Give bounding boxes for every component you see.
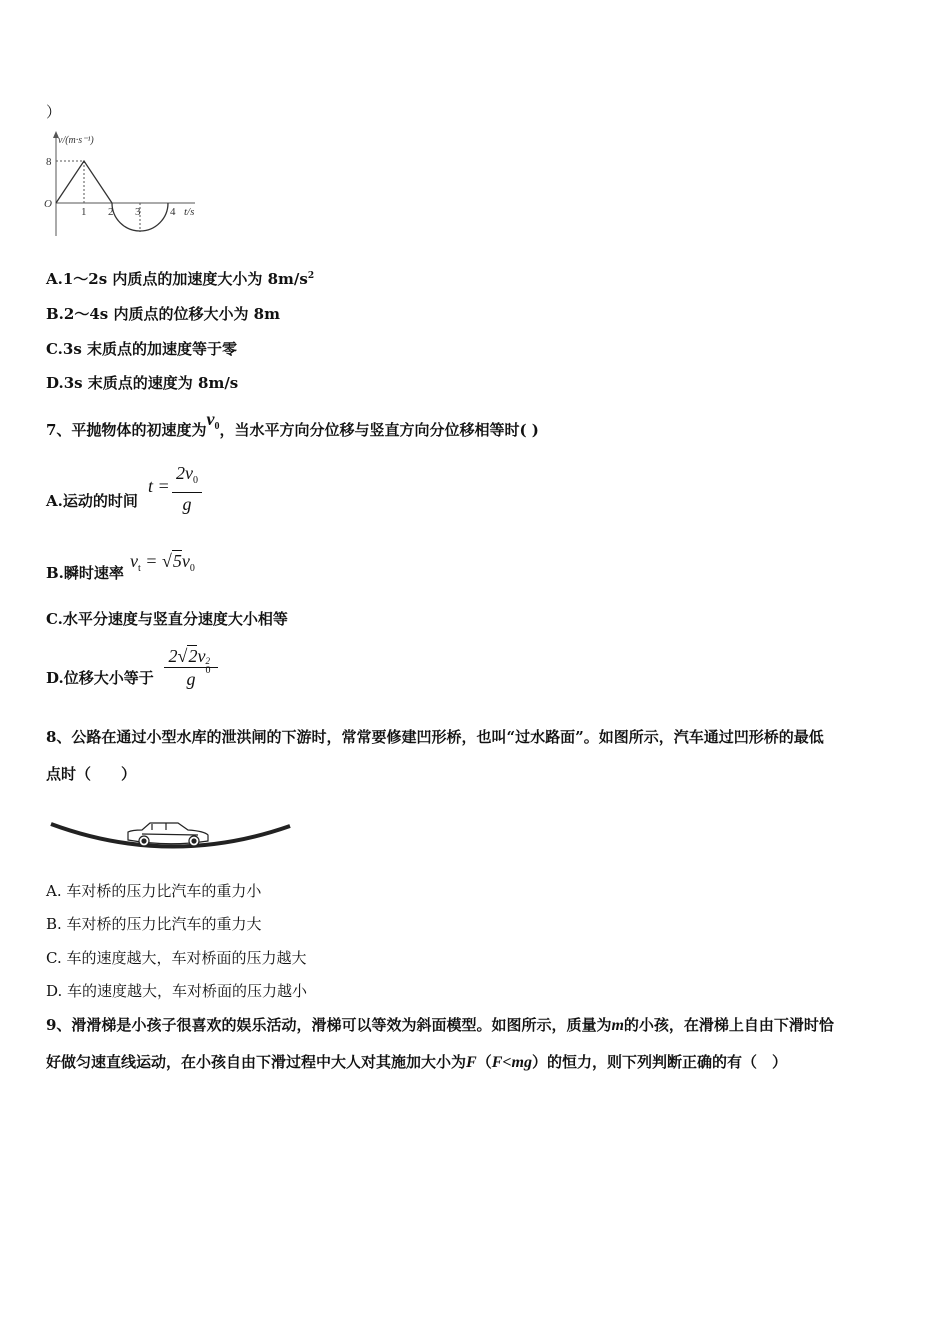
y-tick-8: 8 <box>46 156 52 168</box>
car-icon <box>128 823 208 846</box>
concave-bridge-car-figure <box>48 816 294 856</box>
q8-option-c: C. 车的速度越大，车对桥面的压力越大 <box>46 949 307 967</box>
q9-stem-line2: 好做匀速直线运动，在小孩自由下滑过程中大人对其施加大小为F（F<mg）的恒力，则下列判断正确的有（ ） <box>46 1053 787 1071</box>
velocity-time-graph <box>40 128 210 240</box>
q6-option-a: A.1～2s 内质点的加速度大小为 $8m/s^2$ <box>46 270 315 288</box>
x-tick-2: 2 <box>108 206 114 218</box>
origin-label: O <box>44 198 52 210</box>
q8-stem-line1: 8、公路在通过小型水库的泄洪闸的下游时，常常要修建凹形桥，也叫“过水路面”。如图所示，汽车通过凹形桥的最低 <box>46 728 824 746</box>
q7-stem: 7、平抛物体的初速度为$v_0$，当水平方向分位移与竖直方向分位移相等时( ) <box>46 409 539 439</box>
q9-stem-line1: 9、滑滑梯是小孩子很喜欢的娱乐活动，滑梯可以等效为斜面模型。如图所示，质量为m的小孩，在滑梯上自由下滑时恰 <box>46 1016 834 1034</box>
q7-option-b-label: B.瞬时速率 <box>46 564 124 582</box>
x-axis-label: t/s <box>184 206 195 218</box>
q6-option-d: D.3s 末质点的速度为 8m/s <box>46 374 239 392</box>
q6-option-c: C.3s 末质点的加速度等于零 <box>46 340 238 358</box>
y-axis-label: v/(m·s⁻¹) <box>58 135 94 146</box>
q7-option-c: C.水平分速度与竖直分速度大小相等 <box>46 610 288 628</box>
q8-option-b: B. 车对桥的压力比汽车的重力大 <box>46 915 262 933</box>
q6-option-b: B.2～4s 内质点的位移大小为 8m <box>46 305 280 323</box>
q8-option-d: D. 车的速度越大，车对桥面的压力越小 <box>46 982 308 1000</box>
q7-option-a-label: A.运动的时间 <box>46 492 138 510</box>
q7-option-a-lhs: t = <box>148 476 170 496</box>
q7-option-d-fraction: 2√2v 2 0 g <box>164 645 218 690</box>
bracket-close: ） <box>46 103 62 121</box>
x-tick-4: 4 <box>170 206 176 218</box>
q7-option-a-fraction: $2v_0$ g <box>172 462 202 515</box>
q7-option-d-label: D.位移大小等于 <box>46 669 154 687</box>
q7-option-b-formula: $v_t = √5v_0$ <box>130 551 195 574</box>
x-tick-1: 1 <box>81 206 87 218</box>
q8-stem-line2: 点时（ ） <box>46 765 137 783</box>
q8-option-a: A. 车对桥的压力比汽车的重力小 <box>46 882 262 900</box>
x-tick-3: 3 <box>135 206 141 218</box>
